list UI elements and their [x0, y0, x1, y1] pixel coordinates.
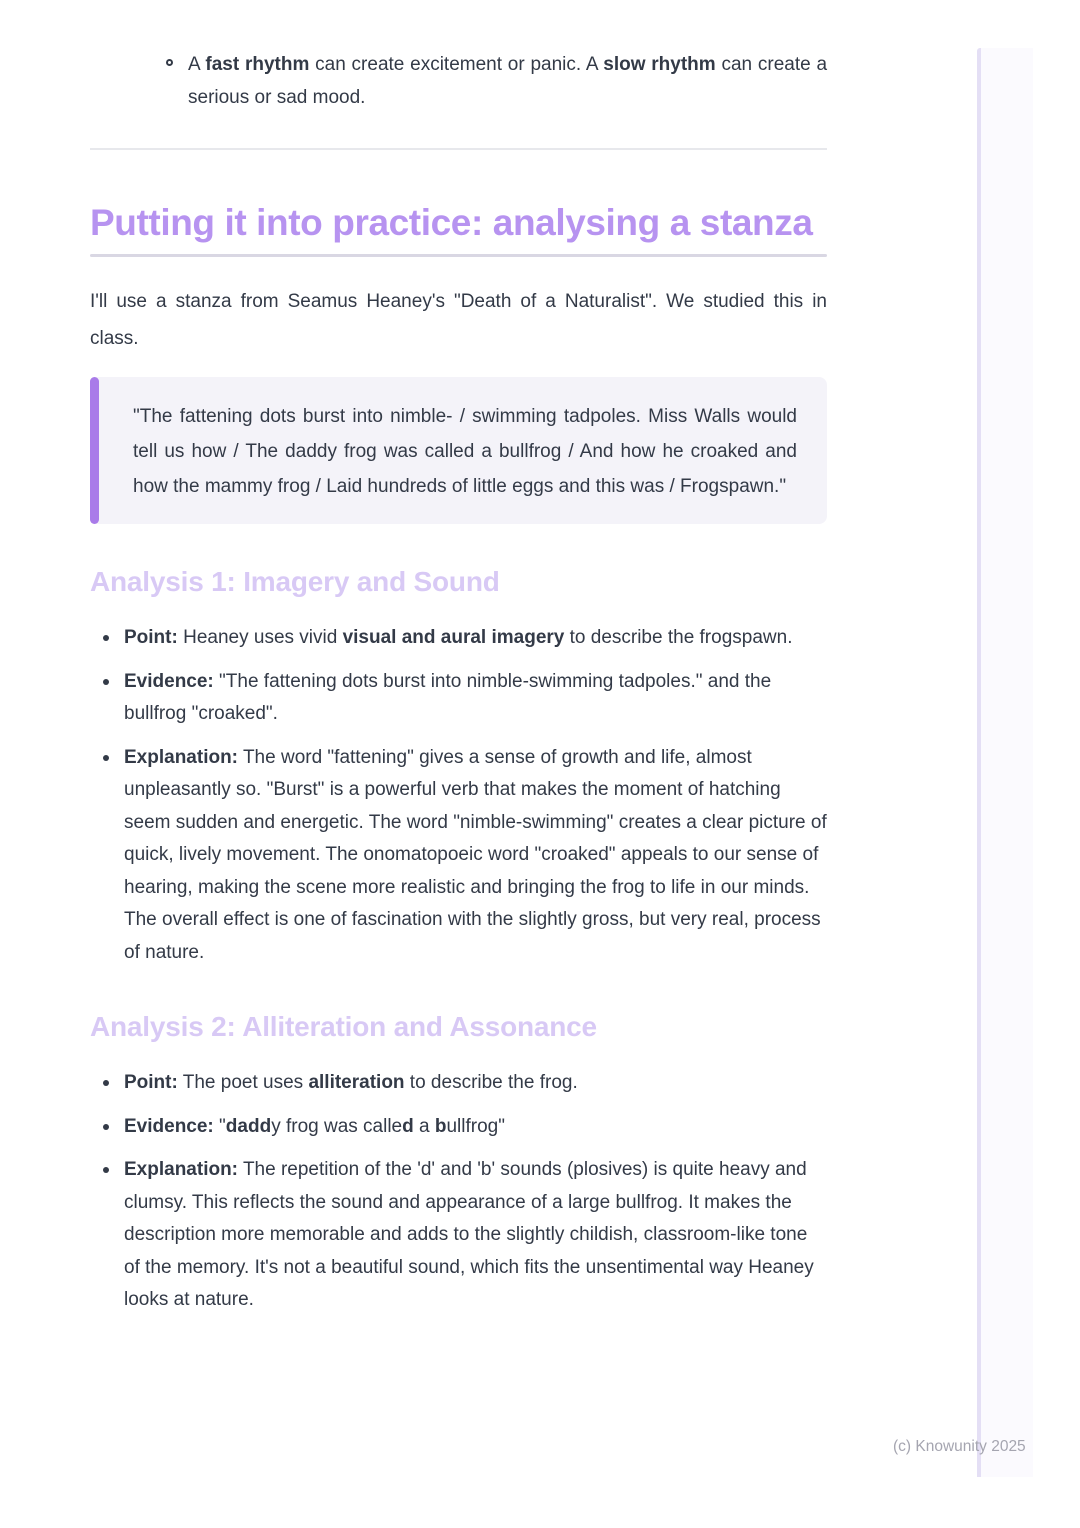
blockquote-bar: [90, 377, 99, 524]
next-page-edge: [977, 48, 1033, 1477]
rhythm-text: can create excitement or panic. A: [309, 54, 604, 75]
point-bold: visual and aural imagery: [342, 627, 565, 648]
rhythm-text: A: [188, 54, 206, 75]
evidence-text: a: [413, 1115, 435, 1137]
analysis1-heading: Analysis 1: Imagery and Sound: [90, 566, 500, 597]
page-title: Putting it into practice: analysing a stanza: [90, 202, 813, 243]
list-item-explanation: [90, 742, 827, 970]
evidence-label: Evidence:: [124, 1115, 214, 1137]
analysis2-heading: Analysis 2: Alliteration and Assonance: [90, 1011, 597, 1042]
point-label: Point:: [124, 1072, 178, 1093]
rhythm-bold-fast: fast rhythm: [205, 54, 310, 75]
explanation-text: The word "fattening" gives a sense of growth and life, almost unpleasantly so. "Burst" is a powerful verb that makes the moment of hatching seem sudden and energetic. The word "nimble-swimming" creates a clear picture of quick, lively movement. The onomatopoeic word "croaked" appeals to our sense of hearing, making the scene more realistic and bringing the frog to life in our minds. The overall effect is one of fascination with the slightly gross, but very real, process of nature.: [124, 746, 827, 963]
rhythm-text: can create a serious or sad mood.: [188, 54, 828, 108]
evidence-text: ullfrog": [446, 1115, 505, 1137]
evidence-text: "The fattening dots burst into nimble-swimming tadpoles." and the bullfrog "croaked".: [124, 670, 772, 724]
bullet-icon: [103, 755, 109, 761]
explanation-label: Explanation:: [124, 746, 239, 768]
bullet-icon: [103, 1124, 109, 1130]
evidence-bold: dadd: [225, 1115, 272, 1137]
analysis2-list: [90, 1067, 827, 1317]
stanza-blockquote: [90, 377, 827, 524]
explanation-label: Explanation:: [124, 1159, 239, 1180]
point-bold: alliteration: [308, 1072, 405, 1093]
title-underline: [90, 254, 827, 257]
list-item-explanation: [90, 1154, 827, 1317]
document-content: [90, 0, 827, 1328]
bullet-icon: [103, 679, 109, 685]
list-item-point: [90, 622, 827, 655]
rhythm-bullet-item: [90, 48, 827, 114]
evidence-bold: b: [434, 1115, 447, 1137]
point-text: to describe the frog.: [404, 1072, 578, 1093]
point-label: Point:: [124, 627, 178, 648]
list-item-evidence: [90, 666, 827, 731]
analysis1-list: [90, 622, 827, 969]
intro-paragraph: I'll use a stanza from Seamus Heaney's "Death of a Naturalist". We studied this in class.: [90, 291, 827, 349]
stanza-text: "The fattening dots burst into nimble- / swimming tadpoles. Miss Walls would tell us how / The daddy frog was called a bullfrog / And how he croaked and how the mammy frog / Laid hundreds of little eggs and this was / Frogspawn.": [133, 406, 797, 497]
evidence-label: Evidence:: [124, 670, 214, 692]
evidence-text: y frog was calle: [271, 1115, 403, 1137]
bullet-icon: [103, 635, 109, 641]
bullet-icon: [103, 1080, 109, 1086]
section-divider: [90, 148, 827, 150]
point-text: The poet uses: [177, 1072, 309, 1093]
bullet-icon: [103, 1167, 109, 1173]
explanation-text: The repetition of the 'd' and 'b' sounds (plosives) is quite heavy and clumsy. This reflects the sound and appearance of a large bullfrog. It makes the description more memorable and adds to the slightly childish, classroom-like tone of the memory. It's not a beautiful sound, which fits the unsentimental way Heaney looks at nature.: [124, 1159, 814, 1310]
list-item-point: [90, 1067, 827, 1100]
rhythm-bold-slow: slow rhythm: [603, 54, 716, 75]
point-text: to describe the frogspawn.: [564, 627, 793, 648]
hollow-bullet-icon: [166, 59, 173, 66]
evidence-text: ": [213, 1115, 226, 1137]
evidence-bold: d: [402, 1115, 414, 1137]
copyright-notice: (c) Knowunity 2025: [893, 1438, 1026, 1455]
list-item-evidence: [90, 1111, 827, 1144]
point-text: Heaney uses vivid: [177, 627, 343, 648]
